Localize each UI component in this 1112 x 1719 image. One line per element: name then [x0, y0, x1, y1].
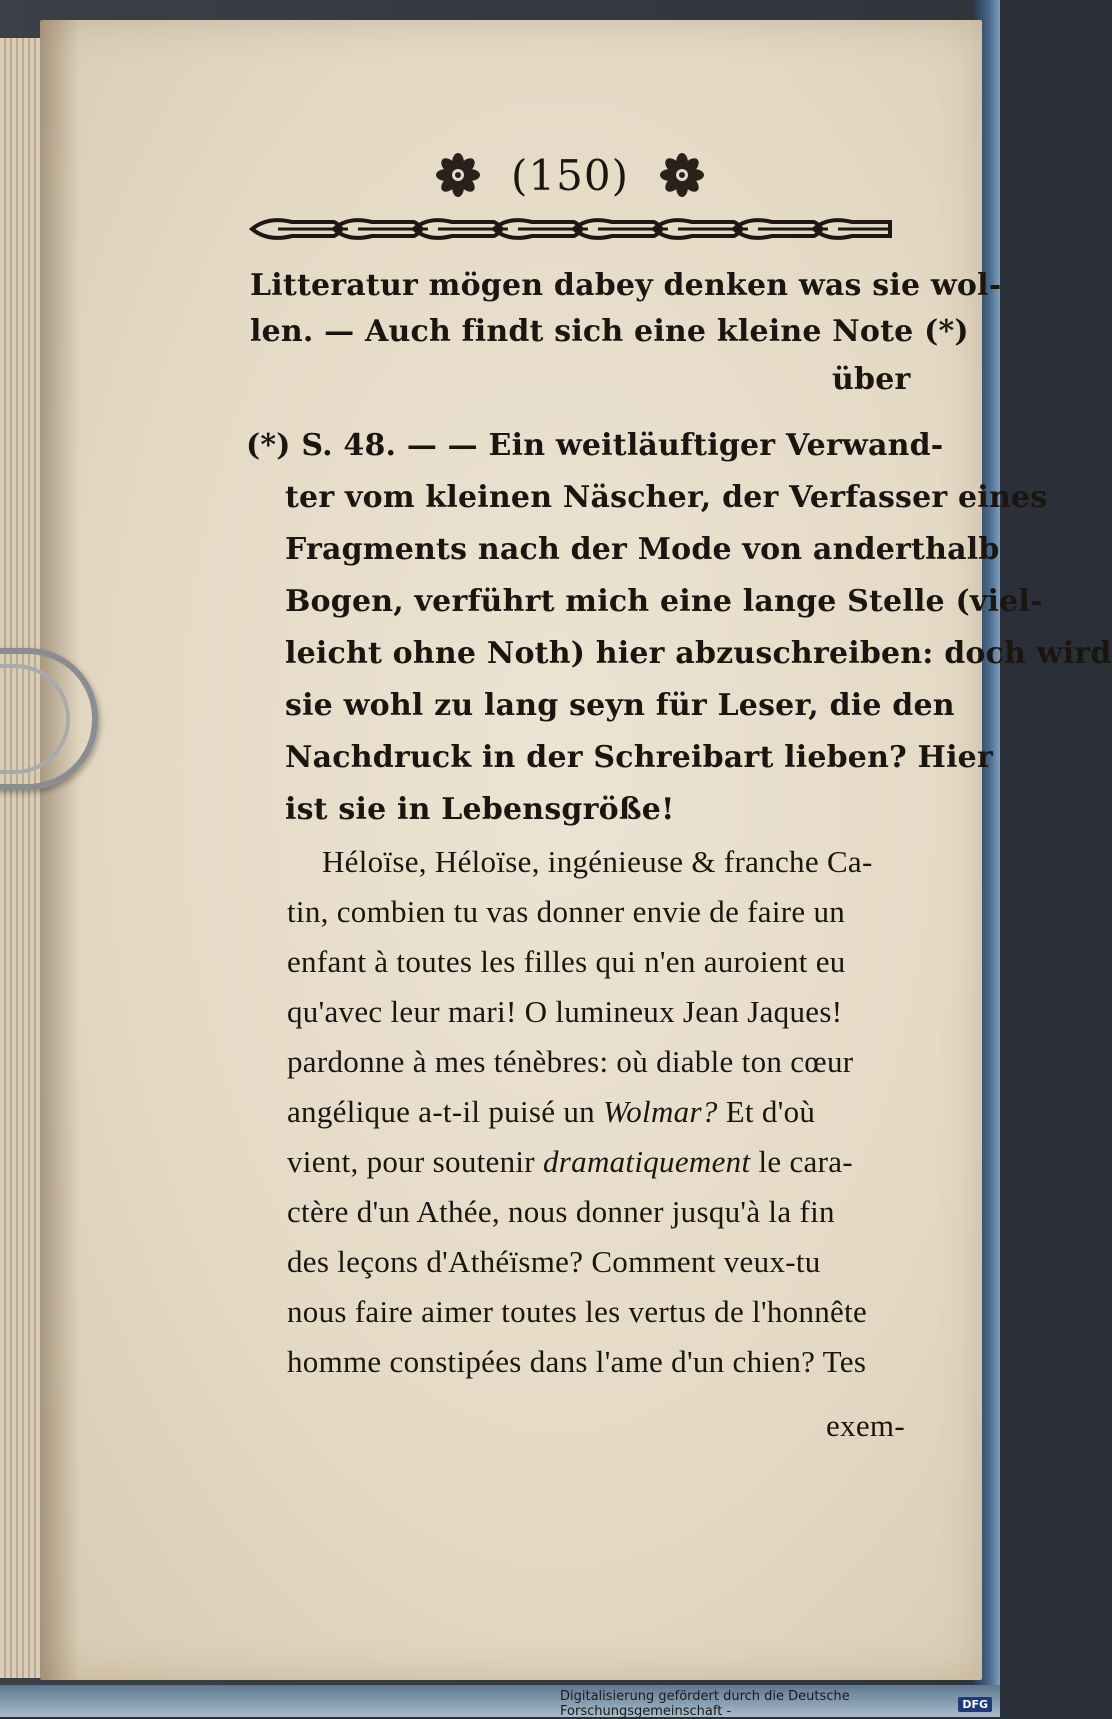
chain-rule-ornament: [248, 212, 894, 246]
quote-line: qu'avec leur mari! O lumineux Jean Jaques!: [287, 994, 843, 1029]
quote-text: vient, pour soutenir: [287, 1144, 543, 1179]
quote-line: des leçons d'Athéïsme? Comment veux-tu: [287, 1244, 821, 1279]
footnote-line: Bogen, verführt mich eine lange Stelle (viel-: [285, 584, 1043, 619]
credit-text: Digitalisierung gefördert durch die Deutsche Forschungsgemeinschaft -: [560, 1689, 850, 1719]
quote-line: Héloïse, Héloïse, ingénieuse & franche Ca-: [322, 844, 873, 879]
quote-line: [287, 1144, 853, 1180]
digitization-credit: [560, 1689, 992, 1719]
gutter-shadow: [40, 20, 80, 1680]
footnote-line: (*) S. 48. — — Ein weitläuftiger Verwand-: [246, 428, 944, 463]
quote-line: [287, 1094, 815, 1130]
footnote-line: ist sie in Lebensgröße!: [285, 792, 675, 827]
catchword: exem-: [826, 1408, 905, 1443]
main-text-line: Litteratur mögen dabey denken was sie wol-: [250, 268, 1002, 303]
page-number: (150): [511, 150, 629, 200]
dfg-logo-icon: DFG: [958, 1697, 992, 1712]
quote-line: nous faire aimer toutes les vertus de l'honnête: [287, 1294, 868, 1329]
quote-line: pardonne à mes ténèbres: où diable ton cœur: [287, 1044, 854, 1079]
quote-italic-text: dramatiquement: [542, 1144, 751, 1179]
page-header: [420, 145, 720, 205]
footnote-line: leicht ohne Noth) hier abzuschreiben: doch wird: [285, 636, 1112, 671]
footnote-line: sie wohl zu lang seyn für Leser, die den: [285, 688, 955, 723]
main-text-line: len. — Auch findt sich eine kleine Note (*): [250, 314, 969, 349]
quote-text: angélique a-t-il puisé un: [287, 1094, 603, 1129]
footnote-line: Fragments nach der Mode von anderthalb: [285, 532, 1000, 567]
quote-line: homme constipées dans l'ame d'un chien? Tes: [287, 1344, 867, 1379]
quote-line: ctère d'un Athée, nous donner jusqu'à la fin: [287, 1194, 835, 1229]
quote-text: Et d'où: [717, 1094, 816, 1129]
rosette-ornament-icon: [659, 152, 705, 198]
footnote-line: Nachdruck in der Schreibart lieben? Hier: [285, 740, 993, 775]
quote-line: tin, combien tu vas donner envie de faire un: [287, 894, 846, 929]
catchword: über: [832, 362, 911, 397]
rosette-ornament-icon: [435, 152, 481, 198]
quote-line: enfant à toutes les filles qui n'en auroient eu: [287, 944, 846, 979]
quote-italic-text: Wolmar?: [602, 1094, 718, 1129]
quote-text: le cara-: [750, 1144, 853, 1179]
footnote-line: ter vom kleinen Näscher, der Verfasser eines: [285, 480, 1048, 515]
